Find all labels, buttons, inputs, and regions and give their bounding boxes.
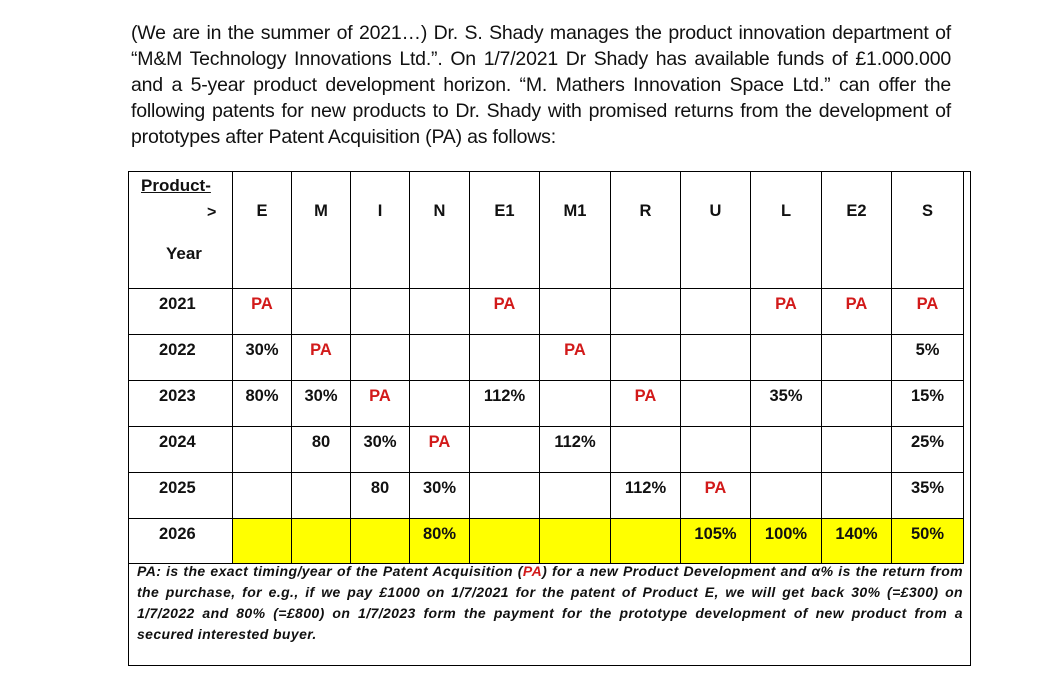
data-cell: 25% bbox=[892, 427, 964, 473]
data-cell bbox=[611, 335, 681, 381]
data-cell: 80% bbox=[233, 381, 292, 427]
data-cell: PA bbox=[681, 473, 751, 519]
data-cell: 15% bbox=[892, 381, 964, 427]
data-cell bbox=[470, 519, 540, 564]
year-cell: 2021 bbox=[129, 289, 233, 335]
data-cell: 112% bbox=[470, 381, 540, 427]
data-cell: PA bbox=[233, 289, 292, 335]
data-cell: 80 bbox=[351, 473, 410, 519]
data-cell bbox=[233, 473, 292, 519]
data-cell: 105% bbox=[681, 519, 751, 564]
data-cell bbox=[540, 381, 611, 427]
data-cell: 80 bbox=[292, 427, 351, 473]
header-corner-cell bbox=[129, 172, 233, 289]
data-cell bbox=[681, 335, 751, 381]
data-cell: PA bbox=[751, 289, 822, 335]
data-cell bbox=[292, 519, 351, 564]
table-row bbox=[129, 381, 964, 427]
data-cell: 50% bbox=[892, 519, 964, 564]
table-row bbox=[129, 335, 964, 381]
year-cell: 2023 bbox=[129, 381, 233, 427]
data-cell bbox=[470, 335, 540, 381]
data-cell bbox=[470, 427, 540, 473]
product-header-m1: M1 bbox=[540, 172, 611, 289]
data-cell bbox=[351, 289, 410, 335]
year-cell: 2026 bbox=[129, 519, 233, 564]
data-cell bbox=[822, 381, 892, 427]
corner-year-label: Year bbox=[166, 244, 202, 263]
data-cell: 30% bbox=[351, 427, 410, 473]
year-cell: 2025 bbox=[129, 473, 233, 519]
data-cell bbox=[611, 289, 681, 335]
footnote-text-1: PA: is the exact timing/year of the Patent Acquisition ( bbox=[137, 563, 523, 579]
data-cell: PA bbox=[292, 335, 351, 381]
data-cell bbox=[540, 473, 611, 519]
data-cell bbox=[681, 381, 751, 427]
corner-arrow-label: > bbox=[207, 204, 217, 221]
table-row bbox=[129, 289, 964, 335]
data-cell: 112% bbox=[540, 427, 611, 473]
data-cell bbox=[751, 335, 822, 381]
data-cell bbox=[751, 473, 822, 519]
data-cell: 140% bbox=[822, 519, 892, 564]
data-cell bbox=[292, 473, 351, 519]
data-cell bbox=[611, 427, 681, 473]
footnote-pa-label: PA bbox=[522, 563, 543, 579]
data-cell bbox=[410, 335, 470, 381]
data-cell bbox=[351, 335, 410, 381]
product-header-u: U bbox=[681, 172, 751, 289]
data-cell: PA bbox=[470, 289, 540, 335]
data-cell bbox=[233, 427, 292, 473]
footnote bbox=[137, 561, 963, 645]
data-cell bbox=[540, 519, 611, 564]
data-cell: PA bbox=[351, 381, 410, 427]
data-cell bbox=[822, 335, 892, 381]
data-cell bbox=[470, 473, 540, 519]
data-cell: PA bbox=[892, 289, 964, 335]
data-cell bbox=[410, 381, 470, 427]
data-cell: 112% bbox=[611, 473, 681, 519]
table-row bbox=[129, 519, 964, 564]
data-cell bbox=[681, 289, 751, 335]
data-cell: 35% bbox=[892, 473, 964, 519]
data-cell: PA bbox=[410, 427, 470, 473]
product-header-i: I bbox=[351, 172, 410, 289]
product-header-r: R bbox=[611, 172, 681, 289]
data-cell bbox=[822, 427, 892, 473]
data-cell bbox=[292, 289, 351, 335]
product-header-e1: E1 bbox=[470, 172, 540, 289]
data-cell bbox=[751, 427, 822, 473]
table-row bbox=[129, 427, 964, 473]
table-row bbox=[129, 473, 964, 519]
data-cell bbox=[351, 519, 410, 564]
data-cell bbox=[410, 289, 470, 335]
data-cell: PA bbox=[611, 381, 681, 427]
data-cell: PA bbox=[540, 335, 611, 381]
product-header-n: N bbox=[410, 172, 470, 289]
product-header-s: S bbox=[892, 172, 964, 289]
data-cell: PA bbox=[822, 289, 892, 335]
data-cell bbox=[233, 519, 292, 564]
patent-returns-table bbox=[128, 171, 964, 564]
data-cell: 30% bbox=[292, 381, 351, 427]
data-cell: 5% bbox=[892, 335, 964, 381]
year-cell: 2022 bbox=[129, 335, 233, 381]
data-cell bbox=[611, 519, 681, 564]
data-cell bbox=[822, 473, 892, 519]
data-cell: 80% bbox=[410, 519, 470, 564]
data-cell: 30% bbox=[410, 473, 470, 519]
year-cell: 2024 bbox=[129, 427, 233, 473]
data-cell: 35% bbox=[751, 381, 822, 427]
data-cell bbox=[681, 427, 751, 473]
intro-paragraph: (We are in the summer of 2021…) Dr. S. Shady manages the product innovation department of “M&M Technology Innovations Ltd.”. On 1/7/2021 Dr Shady has available funds of £1.000.000 and a 5-year product development horizon. “M. Mathers Innovation Space Ltd.” can offer the following patents for new products to Dr. Shady with promised returns from the development of prototypes after Patent Acquisition (PA) as follows: bbox=[131, 22, 951, 148]
product-header-e2: E2 bbox=[822, 172, 892, 289]
data-cell: 30% bbox=[233, 335, 292, 381]
product-header-l: L bbox=[751, 172, 822, 289]
footnote-text-2: ) for a new Product Development and α% is the return from the purchase, for e.g., if we pay £1000 on 1/7/2021 for the patent of Product E, we will get back 30% (=£300) on 1/7/2022 and 80% (=£800) on 1/7/2023 form the payment for the prototype development of new product from a secured interested buyer. bbox=[137, 563, 964, 642]
data-cell bbox=[540, 289, 611, 335]
product-header-m: M bbox=[292, 172, 351, 289]
product-header-e: E bbox=[233, 172, 292, 289]
data-cell: 100% bbox=[751, 519, 822, 564]
corner-product-label: Product- bbox=[141, 176, 211, 195]
